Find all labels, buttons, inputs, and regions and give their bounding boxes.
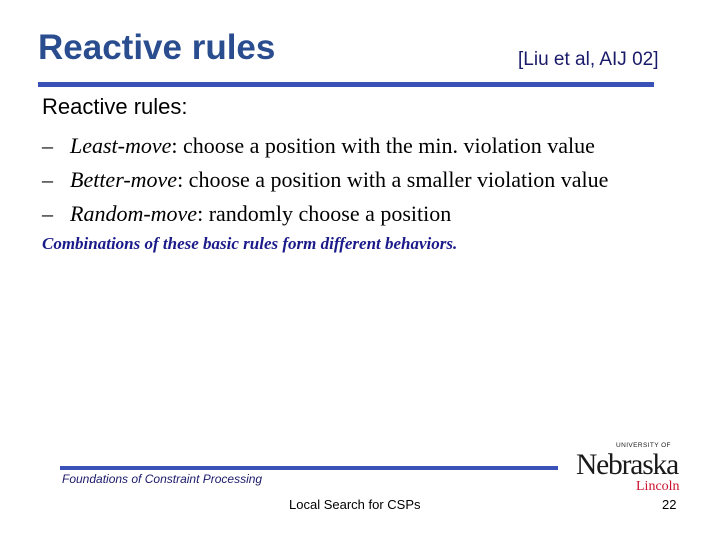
bullet-term: Better-move xyxy=(70,167,178,192)
list-item xyxy=(42,166,608,200)
footer-course-title: Foundations of Constraint Processing xyxy=(62,472,263,486)
title-divider xyxy=(38,82,654,87)
citation: [Liu et al, AIJ 02] xyxy=(518,49,659,70)
footer-topic: Local Search for CSPs xyxy=(289,497,421,512)
bullet-term: Least-move xyxy=(70,133,172,158)
bullet-dash: – xyxy=(42,133,53,158)
logo-sub-text: Lincoln xyxy=(636,479,680,494)
bullet-term: Random-move xyxy=(70,201,198,226)
list-item xyxy=(42,132,608,166)
page-number: 22 xyxy=(662,497,677,512)
bullet-dash: – xyxy=(42,201,53,226)
summary-note: Combinations of these basic rules form different behaviors. xyxy=(42,234,458,253)
logo-top-text: UNIVERSITY OF xyxy=(616,442,671,449)
lead-text: Reactive rules: xyxy=(42,94,188,119)
slide-title: Reactive rules xyxy=(38,28,276,67)
list-item xyxy=(42,200,608,234)
bullet-dash: – xyxy=(42,167,53,192)
bullet-text: : choose a position with the min. violation value xyxy=(171,133,595,158)
university-logo xyxy=(576,438,680,494)
bullet-text: : randomly choose a position xyxy=(197,201,452,226)
bullet-text: : choose a position with a smaller violation value xyxy=(177,167,609,192)
rule-list xyxy=(42,132,608,234)
logo-main-text: Nebraska xyxy=(576,448,679,481)
footer-divider xyxy=(60,466,558,470)
